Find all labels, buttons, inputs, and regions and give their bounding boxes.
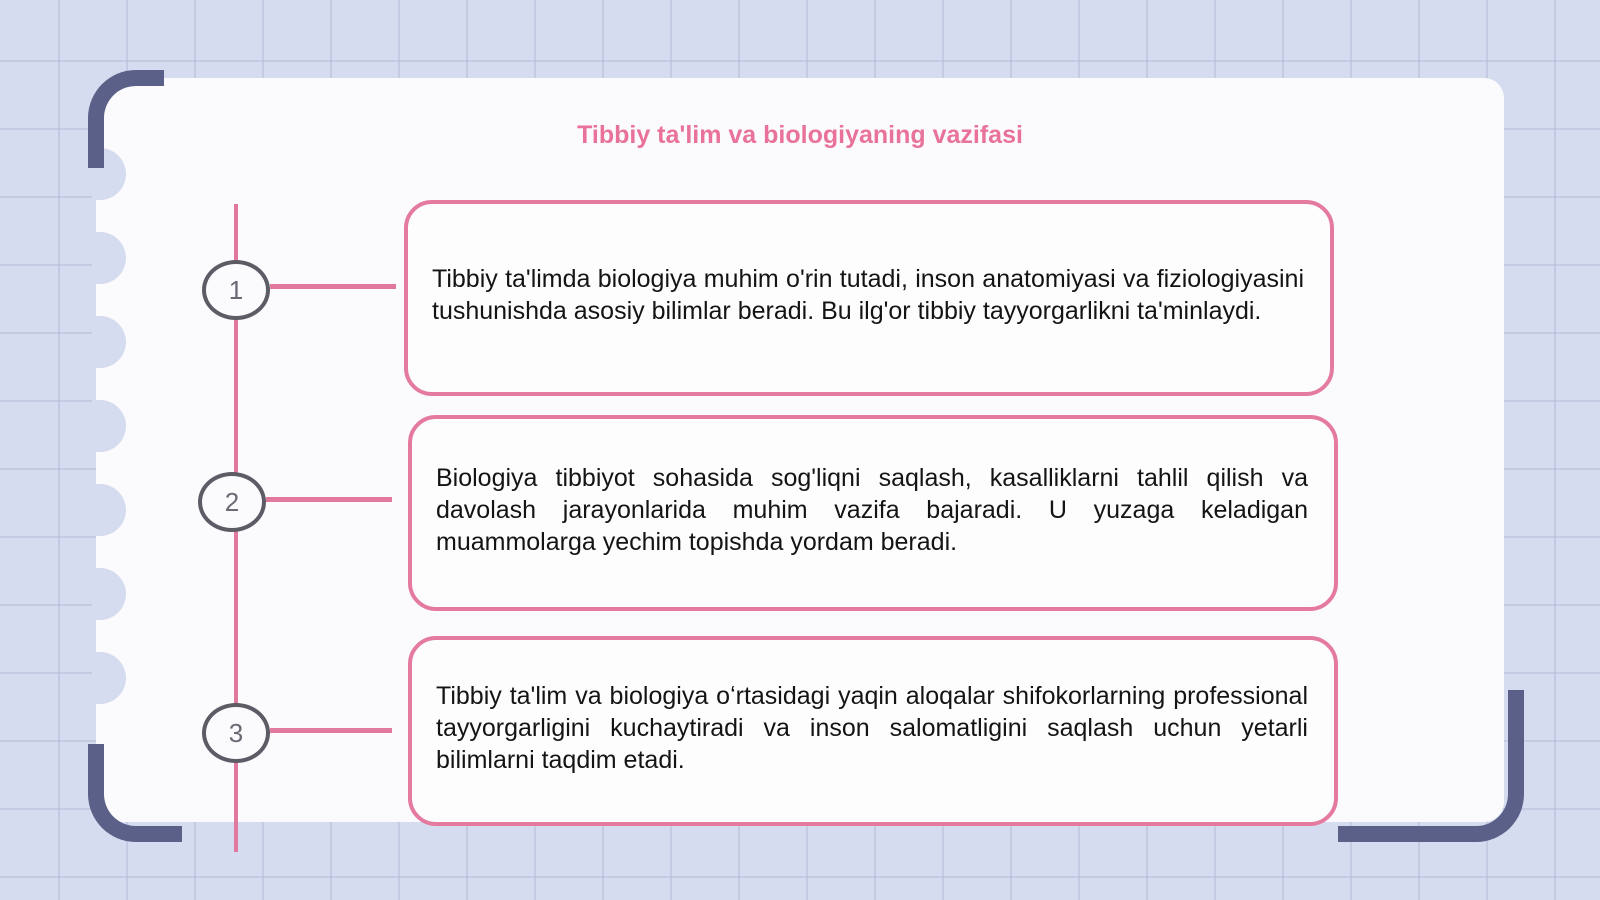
step-3-text: Tibbiy ta'lim va biologiya oʻrtasidagi yaqin aloqalar shifokorlarning professional tayyorgarligini kuchaytiradi va inson salomatligini saqlash uchun yetarli bilimlarni taqdim etadi. [436, 682, 1308, 774]
step-1-text: Tibbiy ta'limda biologiya muhim o'rin tutadi, inson anatomiyasi va fiziologiyasini tushunishda asosiy bilimlar beradi. Bu ilg'or tibbiy tayyorgarlikni ta'minlaydi. [432, 265, 1304, 325]
step-3-badge [202, 703, 270, 763]
step-number: 2 [224, 486, 240, 517]
step-number: 1 [228, 274, 244, 305]
step-1-connector [270, 284, 396, 289]
slide-title: Tibbiy ta'lim va biologiyaning vazifasi [577, 121, 1023, 149]
corner-bracket-bottom-right [1338, 690, 1524, 842]
step-1-card [404, 200, 1334, 396]
step-2-connector [266, 497, 392, 502]
step-2-text: Biologiya tibbiyot sohasida sog'liqni saqlash, kasalliklarni tahlil qilish va davolash jarayonlarida muhim vazifa bajaradi. U yuzaga keladigan muammolarga yechim topishda yordam beradi. [436, 464, 1308, 556]
step-number: 3 [228, 717, 244, 748]
step-2-badge [198, 472, 266, 532]
corner-bracket-bottom-left [88, 744, 182, 842]
step-2-card [408, 415, 1338, 611]
step-3-connector [270, 728, 392, 733]
step-3-card [408, 636, 1338, 826]
step-1-badge [202, 260, 270, 320]
